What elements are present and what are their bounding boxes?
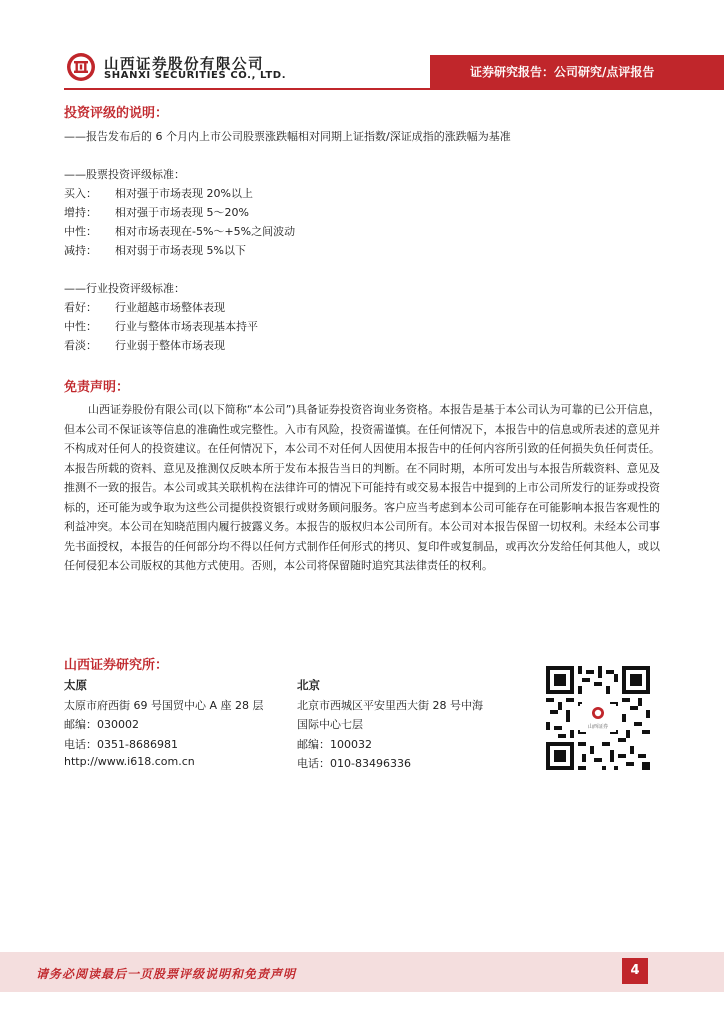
page-number: 4: [622, 958, 648, 984]
taiyuan-phone: 电话：0351-8686981: [64, 738, 178, 751]
taiyuan-city: 太原: [64, 678, 87, 692]
rating-title: 投资评级的说明：: [64, 106, 169, 121]
rating-desc: 行业与整体市场表现基本持平: [115, 320, 258, 333]
industry-rating-heading: ——行业投资评级标准：: [64, 282, 185, 295]
taiyuan-address: 太原市府西街 69 号国贸中心 A 座 28 层: [64, 699, 264, 712]
qr-center-text: 山西证券: [587, 724, 609, 730]
rating-label: 中性：: [64, 320, 97, 333]
rating-desc: 相对市场表现在-5%～+5%之间波动: [115, 225, 296, 238]
disclaimer-body: 山西证券股份有限公司(以下简称“本公司”)具备证券投资咨询业务资格。本报告是基于本公司认为可靠的已公开信息，但本公司不保证该等信息的准确性或完整性。入市有风险，投资需谨慎。在任何情况下，本报告中的信息或所表述的意见并不构成对任何人的投资建议。在任何情况下，本公司不对任何人因使用本报告中的任何内容所引致的任何损失负任何责任。本报告所载的资料、意见及推测仅反映本所于发布本报告当日的判断。在不同时期，本所可发出与本报告所载资料、意见及推测不一致的报告。本公司或其关联机构在法律许可的情况下可能持有或交易本报告中提到的上市公司所发行的证券或投资标的，还可能为或争取为这些公司提供投资银行或财务顾问服务。客户应当考虑到本公司可能存在可能影响本报告客观性的利益冲突。本公司在知晓范围内履行披露义务。本报告的版权归本公司所有。本公司对本报告保留一切权利。未经本公司事先书面授权，本报告的任何部分均不得以任何方式制作任何形式的拷贝、复印件或复制品，或再次分发给任何其他人，或以任何侵犯本公司版权的其他方式使用。否则，本公司将保留随时追究其法律责任的权利。: [64, 403, 660, 572]
rating-desc: 行业超越市场整体表现: [115, 301, 225, 314]
header-divider: [64, 88, 724, 90]
taiyuan-url[interactable]: http://www.i618.com.cn: [64, 755, 195, 768]
industry-rating-item: [64, 337, 564, 353]
rating-label: 减持：: [64, 244, 97, 257]
rating-desc: 相对弱于市场表现 5%以下: [115, 244, 246, 257]
taiyuan-postcode: 邮编：030002: [64, 718, 139, 731]
rating-label: 买入：: [64, 187, 97, 200]
stock-rating-heading: ——股票投资评级标准：: [64, 168, 185, 181]
industry-rating-item: [64, 318, 564, 334]
rating-desc: 相对强于市场表现 20%以上: [115, 187, 253, 200]
stock-rating-item: [64, 204, 564, 220]
report-type-label: 证券研究报告：公司研究/点评报告: [470, 65, 655, 79]
beijing-address-line2: 国际中心七层: [297, 718, 363, 731]
disclaimer-title: 免责声明：: [64, 380, 130, 395]
rating-label: 增持：: [64, 206, 97, 219]
company-logo-icon: [66, 52, 96, 82]
industry-rating-item: [64, 299, 564, 315]
company-name-en: SHANXI SECURITIES CO., LTD.: [104, 70, 287, 81]
beijing-postcode: 邮编：100032: [297, 738, 372, 751]
rating-intro: ——报告发布后的 6 个月内上市公司股票涨跌幅相对同期上证指数/深证成指的涨跌幅为基准: [64, 130, 511, 143]
rating-label: 看好：: [64, 301, 97, 314]
institute-title: 山西证券研究所：: [64, 658, 169, 673]
stock-rating-item: [64, 185, 564, 201]
stock-rating-item: [64, 223, 564, 239]
rating-desc: 行业弱于整体市场表现: [115, 339, 225, 352]
rating-desc: 相对强于市场表现 5～20%: [115, 206, 249, 219]
beijing-address-line1: 北京市西城区平安里西大街 28 号中海: [297, 699, 483, 712]
rating-label: 中性：: [64, 225, 97, 238]
beijing-phone: 电话：010-83496336: [297, 757, 411, 770]
beijing-city: 北京: [297, 678, 320, 692]
company-name-cn: 山西证券股份有限公司: [104, 57, 264, 73]
footer-notice: 请务必阅读最后一页股票评级说明和免责声明: [36, 967, 297, 981]
qr-code-icon[interactable]: [546, 666, 650, 770]
rating-label: 看淡：: [64, 339, 97, 352]
stock-rating-item: [64, 242, 564, 258]
